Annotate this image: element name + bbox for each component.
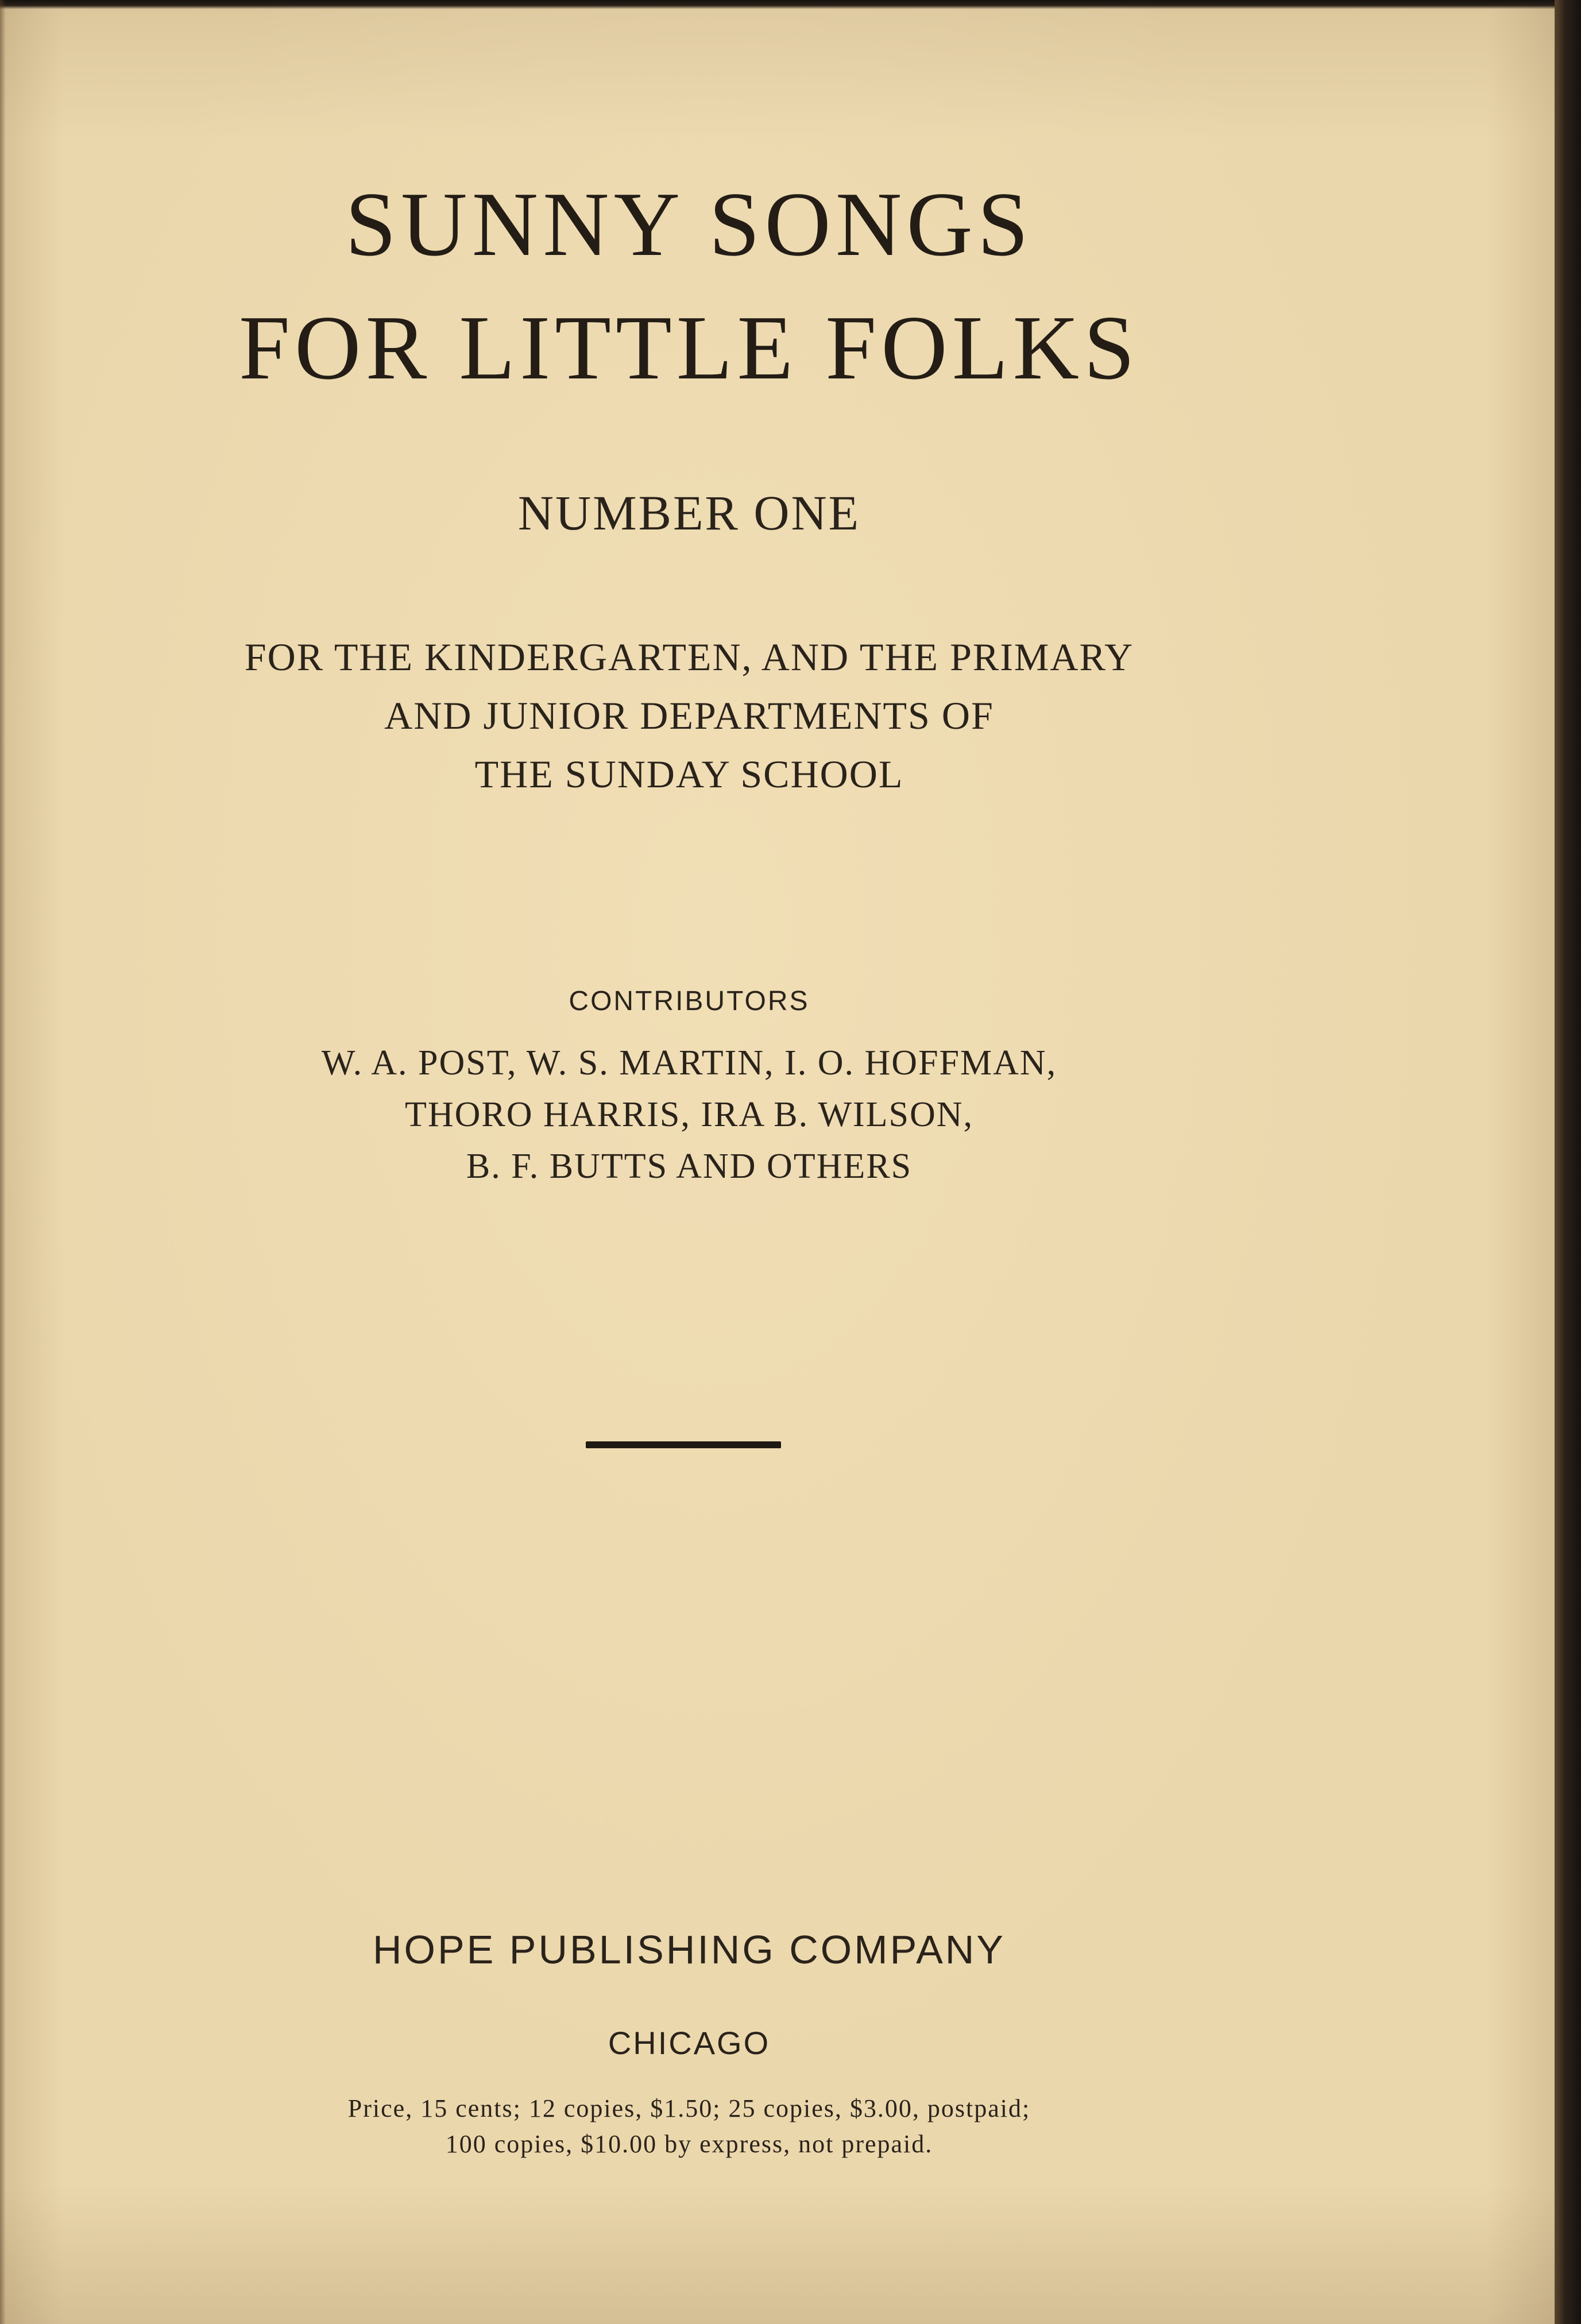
book-subtitle: NUMBER ONE — [517, 485, 861, 540]
contributors-line-3: B. F. BUTTS AND OTHERS — [466, 1147, 913, 1186]
book-title-line-2: FOR LITTLE FOLKS — [239, 296, 1139, 399]
publisher-name: HOPE PUBLISHING COMPANY — [372, 1927, 1006, 1972]
description-line-2: AND JUNIOR DEPARTMENTS OF — [384, 694, 994, 737]
divider-rule — [586, 1441, 781, 1448]
contributors-line-1: W. A. POST, W. S. MARTIN, I. O. HOFFMAN, — [321, 1043, 1057, 1082]
price-line-2: 100 copies, $10.00 by express, not prepaid. — [445, 2130, 933, 2158]
price-line-1: Price, 15 cents; 12 copies, $1.50; 25 copies, $3.00, postpaid; — [347, 2094, 1031, 2122]
description-line-1: FOR THE KINDERGARTEN, AND THE PRIMARY — [244, 635, 1134, 679]
contributors-line-2: THORO HARRIS, IRA B. WILSON, — [404, 1095, 974, 1134]
contributors-heading: CONTRIBUTORS — [569, 986, 810, 1016]
book-title-line-1: SUNNY SONGS — [345, 173, 1033, 275]
page-top-edge — [0, 0, 1581, 9]
publisher-city: CHICAGO — [608, 2025, 771, 2061]
description-line-3: THE SUNDAY SCHOOL — [474, 752, 904, 796]
page-right-edge — [1555, 0, 1581, 2324]
